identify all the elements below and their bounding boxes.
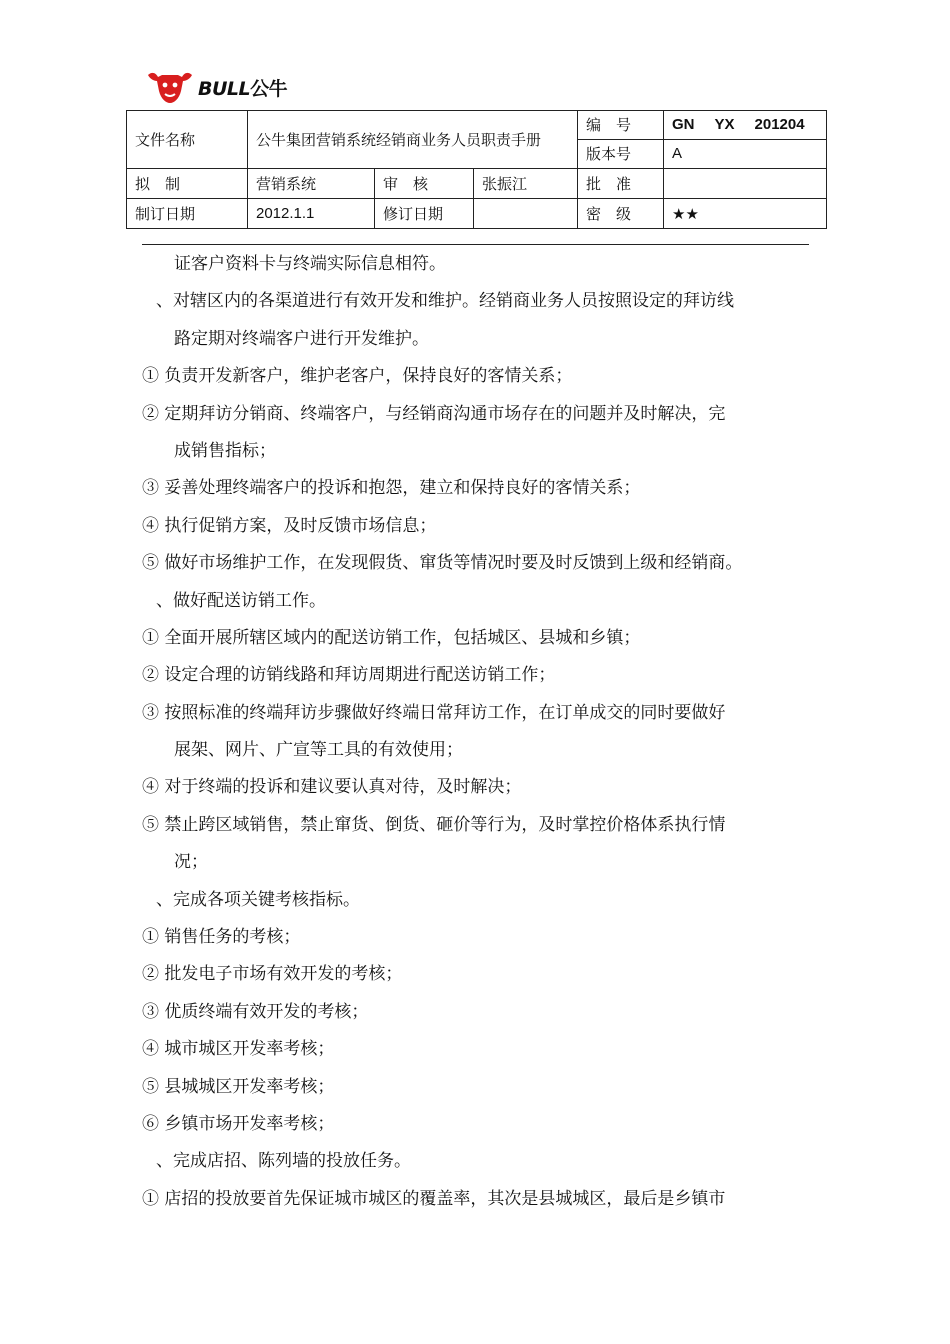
file-name-label: 文件名称: [127, 111, 248, 169]
review-label: 审 核: [375, 169, 474, 199]
version-value: A: [664, 140, 827, 169]
list-item: ④ 执行促销方案，及时反馈市场信息；: [142, 515, 437, 536]
list-item: ③ 按照标准的终端拜访步骤做好终端日常拜访工作，在订单成交的同时要做好: [142, 702, 726, 723]
number-part-1: GN: [672, 116, 695, 133]
number-value: [664, 111, 827, 140]
list-item: ③ 优质终端有效开发的考核；: [142, 1001, 369, 1022]
document-body: [142, 246, 822, 1218]
text-line: 况；: [174, 852, 208, 873]
list-item: ① 全面开展所辖区域内的配送访销工作，包括城区、县城和乡镇；: [142, 627, 641, 648]
section-heading: 、对辖区内的各渠道进行有效开发和维护。经销商业务人员按照设定的拜访线: [156, 291, 734, 312]
list-item: ② 批发电子市场有效开发的考核；: [142, 964, 403, 985]
list-item: ④ 对于终端的投诉和建议要认真对待，及时解决；: [142, 777, 522, 798]
list-item: ② 设定合理的访销线路和拜访周期进行配送访销工作；: [142, 665, 556, 686]
secret-value: ★★: [664, 199, 827, 229]
date-value: 2012.1.1: [248, 199, 375, 229]
bull-head-icon: [146, 69, 194, 105]
list-item: ⑥ 乡镇市场开发率考核；: [142, 1113, 335, 1134]
text-line: 展架、网片、广宣等工具的有效使用；: [174, 740, 463, 761]
logo-wordmark: BULL公牛: [198, 77, 288, 100]
list-item: ① 负责开发新客户，维护老客户，保持良好的客情关系；: [142, 366, 573, 387]
revise-label: 修订日期: [375, 199, 474, 229]
approve-value: [664, 169, 827, 199]
number-label: 编 号: [578, 111, 664, 140]
section-heading: 、完成各项关键考核指标。: [156, 889, 360, 910]
company-logo: [146, 66, 296, 108]
review-value: 张振江: [474, 169, 578, 199]
list-item: ② 定期拜访分销商、终端客户，与经销商沟通市场存在的问题并及时解决，完: [142, 403, 726, 424]
document-header-table: [126, 110, 827, 229]
list-item: ① 店招的投放要首先保证城市城区的覆盖率，其次是县城城区，最后是乡镇市: [142, 1188, 726, 1209]
list-item: ① 销售任务的考核；: [142, 927, 301, 948]
version-label: 版本号: [578, 140, 664, 169]
secret-label: 密 级: [578, 199, 664, 229]
list-item: ③ 妥善处理终端客户的投诉和抱怨，建立和保持良好的客情关系；: [142, 478, 641, 499]
list-item: ⑤ 县城城区开发率考核；: [142, 1076, 335, 1097]
draft-value: 营销系统: [248, 169, 375, 199]
file-name-value: 公牛集团营销系统经销商业务人员职责手册: [248, 111, 578, 169]
list-item: ⑤ 禁止跨区域销售，禁止窜货、倒货、砸价等行为，及时掌控价格体系执行情: [142, 814, 726, 835]
list-item: ④ 城市城区开发率考核；: [142, 1039, 335, 1060]
draft-label: 拟 制: [127, 169, 248, 199]
section-heading: 、做好配送访销工作。: [156, 590, 326, 611]
date-label: 制订日期: [127, 199, 248, 229]
header-divider: [142, 244, 809, 245]
text-line: 路定期对终端客户进行开发维护。: [174, 328, 429, 349]
number-part-2: YX: [714, 116, 735, 133]
text-line: 成销售指标；: [174, 440, 276, 461]
text-line: 证客户资料卡与终端实际信息相符。: [174, 254, 446, 274]
revise-value: [474, 199, 578, 229]
list-item: ⑤ 做好市场维护工作，在发现假货、窜货等情况时要及时反馈到上级和经销商。: [142, 553, 743, 574]
section-heading: 、完成店招、陈列墙的投放任务。: [156, 1151, 411, 1172]
number-part-3: 201204: [754, 116, 805, 133]
approve-label: 批 准: [578, 169, 664, 199]
